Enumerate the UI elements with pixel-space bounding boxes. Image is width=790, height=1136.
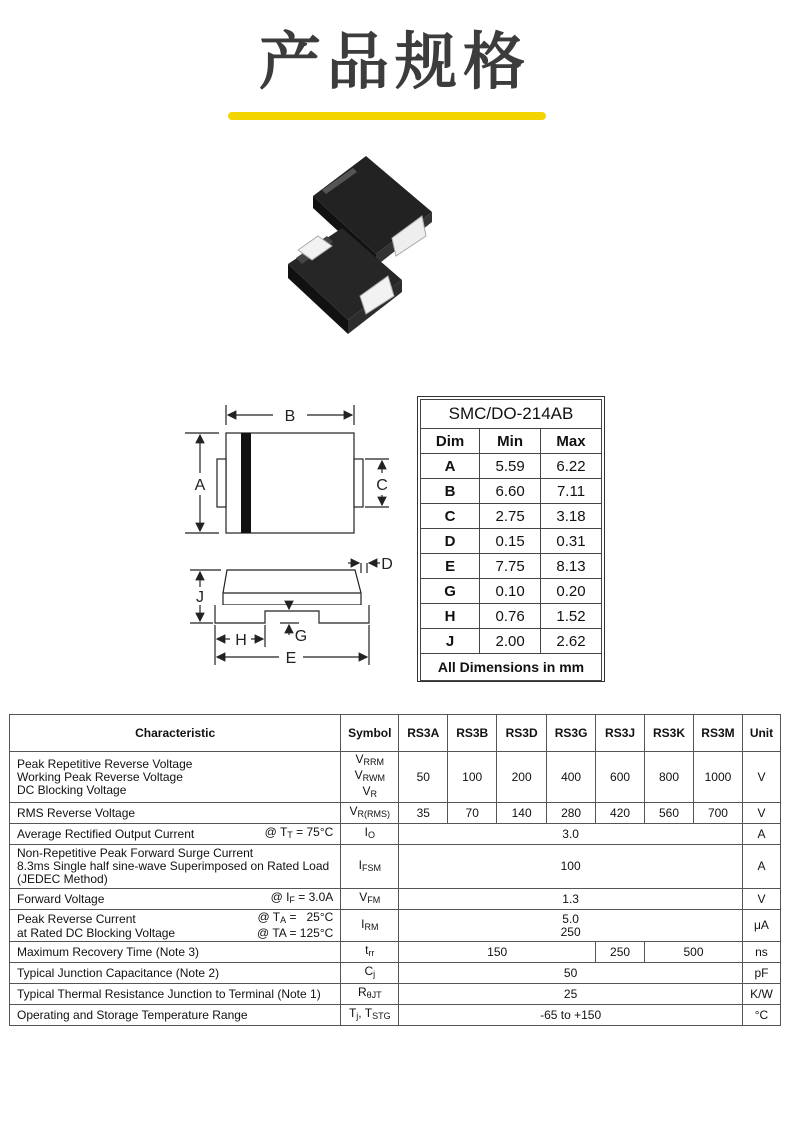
char-line: Working Peak Reverse Voltage [17,769,183,784]
symbol-base: I [361,916,365,931]
symbol-sub: O [367,830,375,840]
value-line: 5.0 [562,911,579,926]
spec-table [9,714,781,1026]
spec-row [10,824,781,845]
dim-cell: E [421,554,480,579]
dim-label-h: H [235,632,247,649]
value-cell: 600 [596,752,645,803]
dim-cell: 0.10 [480,579,541,604]
dim-row [421,529,602,554]
value-cell: 400 [547,752,596,803]
symbol-sub: rr [368,948,375,958]
dim-row [421,479,602,504]
dim-cell: 0.76 [480,604,541,629]
spec-header: RS3B [448,715,497,752]
characteristic-cell: Operating and Storage Temperature Range [10,1005,341,1026]
spec-row [10,1005,781,1026]
characteristic-cell [10,845,341,889]
value-cell [399,910,743,942]
unit-cell: °C [742,1005,780,1026]
value-cell: -65 to +150 [399,1005,743,1026]
char-text: Forward Voltage [17,891,105,906]
unit-cell: pF [742,963,780,984]
symbol-cell [341,824,399,845]
symbol-base: V [349,804,358,818]
symbol-cell [341,942,399,963]
char-line: at Rated DC Blocking Voltage [17,926,176,940]
characteristic-cell: Typical Thermal Resistance Junction to Terminal (Note 1) [10,984,341,1005]
value-cell: 3.0 [399,824,743,845]
dim-table-caption: SMC/DO-214AB [421,400,602,429]
dim-label-g: G [294,628,308,645]
symbol-sub: j [373,969,376,979]
value-cell: 1.3 [399,889,743,910]
char-line: DC Blocking Voltage [17,782,127,797]
dim-cell: D [421,529,480,554]
char-text: Average Rectified Output Current [17,826,195,841]
value-cell: 25 [399,984,743,1005]
value-cell: 420 [596,803,645,824]
dim-cell: 7.11 [541,479,602,504]
spec-header: Characteristic [10,715,341,752]
symbol-cell [341,889,399,910]
symbol-cell [341,984,399,1005]
value-cell: 140 [497,803,547,824]
symbol-sub: RWM [362,773,385,783]
dim-cell: C [421,504,480,529]
value-cell: 150 [399,942,596,963]
unit-cell: V [742,752,780,803]
dim-cell: B [421,479,480,504]
symbol-base: V [354,768,363,782]
char-line: Peak Reverse Current [17,911,136,926]
dim-cell: 2.75 [480,504,541,529]
value-cell: 70 [448,803,497,824]
condition-text: @ $T_T = 75^\circ C$ [264,825,334,840]
dim-label-e: E [285,650,297,667]
symbol-base: V [355,752,364,766]
dim-header-min: Min [480,429,541,454]
value-cell: 280 [547,803,596,824]
dim-cell: H [421,604,480,629]
char-line: Peak Repetitive Reverse Voltage [17,756,193,771]
value-line: 250 [560,924,581,939]
dim-table-footer: All Dimensions in mm [421,654,602,681]
dim-header-dim: Dim [421,429,480,454]
spec-header: Symbol [341,715,399,752]
symbol-base: V [362,784,371,798]
unit-cell: A [742,845,780,889]
unit-cell: A [742,824,780,845]
dim-cell: 2.00 [480,629,541,654]
dim-cell: 2.62 [541,629,602,654]
spec-row [10,984,781,1005]
symbol-cell [341,910,399,942]
unit-cell: ns [742,942,780,963]
char-line: Non-Repetitive Peak Forward Surge Current [17,846,254,860]
spec-header: RS3A [399,715,448,752]
unit-cell: K/W [742,984,780,1005]
symbol-sub: RM [364,921,379,932]
value-cell: 50 [399,752,448,803]
spec-header: RS3K [645,715,694,752]
dim-cell: 0.20 [541,579,602,604]
spec-row [10,963,781,984]
dim-cell: 6.60 [480,479,541,504]
symbol-base: I [364,825,368,839]
characteristic-cell [10,824,341,845]
value-cell: 700 [693,803,742,824]
characteristic-cell: RMS Reverse Voltage [10,803,341,824]
characteristic-cell: Typical Junction Capacitance (Note 2) [10,963,341,984]
value-cell: 200 [497,752,547,803]
char-line: 8.3ms Single half sine-wave Superimposed on Rated Load [17,859,330,873]
symbol-base: R [357,985,367,999]
symbol-cell [341,803,399,824]
dim-label-b: B [284,408,296,425]
dim-header-max: Max [541,429,602,454]
value-cell: 35 [399,803,448,824]
dim-cell: 6.22 [541,454,602,479]
value-cell: 500 [645,942,743,963]
unit-cell: V [742,889,780,910]
unit-cell: μA [742,910,780,942]
symbol-cell [341,752,399,803]
spec-row [10,752,781,803]
dim-cell: 3.18 [541,504,602,529]
dim-row [421,629,602,654]
value-cell: 250 [596,942,645,963]
condition-text: @ TA = 125°C [257,926,334,940]
value-cell: 100 [448,752,497,803]
symbol-sub: FSM [361,862,381,873]
dim-cell: 7.75 [480,554,541,579]
characteristic-cell [10,910,341,942]
symbol-sub: R(RMS) [357,809,391,819]
spec-header-row [10,715,781,752]
value-cell: 100 [399,845,743,889]
spec-header: RS3G [547,715,596,752]
dim-cell: 8.13 [541,554,602,579]
dim-label-a: A [194,477,206,494]
symbol-sub: θJT [366,990,382,1000]
spec-row [10,942,781,963]
condition-text: @ $T_A = 25^\circ C$ [257,910,334,925]
value-cell: 50 [399,963,743,984]
value-cell: 560 [645,803,694,824]
symbol-cell [341,963,399,984]
symbol-sub: STG [372,1011,391,1021]
characteristic-cell: Maximum Recovery Time (Note 3) [10,942,341,963]
dim-cell: J [421,629,480,654]
dim-cell: 5.59 [480,454,541,479]
characteristic-cell [10,889,341,910]
dim-cell: 0.31 [541,529,602,554]
symbol-sub: FM [367,895,381,905]
symbol-cell: $T_j$, $T_{STG}$ [341,1005,399,1026]
spec-row [10,845,781,889]
dim-row [421,604,602,629]
characteristic-cell [10,752,341,803]
dim-cell: 1.52 [541,604,602,629]
dim-cell: A [421,454,480,479]
dim-row [421,554,602,579]
condition-text: @ $I_F = 3.0A$ [270,890,334,905]
symbol-base: t [365,943,369,957]
spec-row [10,803,781,824]
symbol-base: C [364,964,374,978]
spec-row [10,889,781,910]
spec-header: Unit [742,715,780,752]
dim-row [421,504,602,529]
dimension-table [417,396,605,682]
dim-label-j: J [196,589,204,606]
dim-label-d: D [381,556,393,573]
dim-cell: G [421,579,480,604]
symbol-base: V [359,890,368,904]
dimension-drawing [175,395,410,675]
symbol-sub: RRM [363,757,385,767]
product-image [0,0,790,360]
value-cell: 800 [645,752,694,803]
symbol-sub: R [370,789,378,799]
dim-cell: 0.15 [480,529,541,554]
unit-cell: V [742,803,780,824]
dim-row [421,454,602,479]
symbol-base: I [358,857,362,872]
spec-header: RS3D [497,715,547,752]
symbol-cell [341,845,399,889]
spec-header: RS3M [693,715,742,752]
page-title: 产品规格 [258,25,531,98]
spec-header: RS3J [596,715,645,752]
spec-row [10,910,781,942]
dim-label-c: C [376,477,388,494]
char-line: (JEDEC Method) [17,872,108,886]
dim-row [421,579,602,604]
value-cell: 1000 [693,752,742,803]
